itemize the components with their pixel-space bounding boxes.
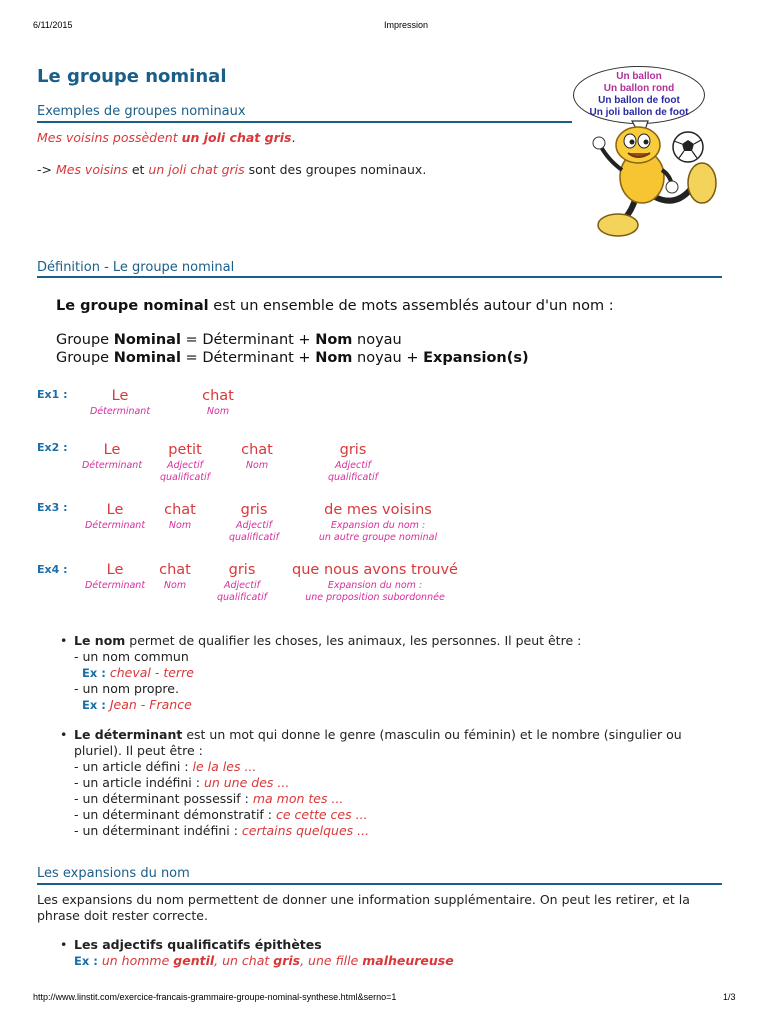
gn-un-joli-chat-gris: un joli chat gris (181, 130, 292, 145)
ex4-word: gris (228, 562, 256, 578)
formula-line-2: Groupe Nominal = Déterminant + Nom noyau + Expansion(s) (56, 350, 529, 366)
ex1-role-nom: Nom (206, 406, 230, 417)
ex4-role: qualificatif (216, 592, 268, 603)
print-title: Impression (384, 20, 429, 30)
ex3-role: Expansion du nom : (330, 520, 426, 531)
page-title: Le groupe nominal (37, 66, 227, 87)
ex3-word: chat (164, 502, 196, 518)
bubble-line: Un joli ballon de foot (589, 107, 689, 118)
ex2-label: Ex2 : (37, 441, 68, 454)
ex4-word: que nous avons trouvé (292, 562, 458, 578)
ex4-role: Nom (163, 580, 187, 591)
adjectifs-example: Ex : un homme gentil, un chat gris, une fille malheureuse (74, 953, 454, 968)
ex2-word: chat (241, 442, 273, 458)
formula-line-1: Groupe Nominal = Déterminant + Nom noyau (56, 332, 402, 348)
adjectifs-bullet: Les adjectifs qualificatifs épithètes (74, 937, 322, 952)
bullet-dot: • (60, 937, 68, 952)
ex3-role: qualificatif (228, 532, 280, 543)
expansions-paragraph: Les expansions du nom permettent de donner une information supplémentaire. On peut les retirer, et la phrase doit rester correcte. (37, 892, 690, 923)
ex4-role: Expansion du nom : (327, 580, 423, 591)
ex2-role: Nom (245, 460, 269, 471)
verb-text: possèdent (108, 130, 182, 145)
section-heading-examples: Exemples de groupes nominaux (37, 104, 246, 119)
ex4-role: Adjectif (224, 580, 260, 591)
ex3-word: gris (240, 502, 268, 518)
print-page-number: 1/3 (723, 992, 736, 1002)
section-heading-definition: Définition - Le groupe nominal (37, 260, 235, 275)
ex2-word: petit (168, 442, 202, 458)
bubble-line: Un ballon rond (603, 83, 675, 94)
ex2-role: Adjectif (335, 460, 371, 471)
ex1-word-nom: chat (202, 388, 234, 404)
ex1-word-determinant: Le (111, 388, 129, 404)
ex2-role: Adjectif (167, 460, 203, 471)
ex3-role: Déterminant (84, 520, 146, 531)
ex3-label: Ex3 : (37, 501, 68, 514)
example-explanation: -> Mes voisins et un joli chat gris sont des groupes nominaux. (37, 162, 427, 177)
ex2-role: Déterminant (81, 460, 143, 471)
ex3-role: un autre groupe nominal (318, 532, 438, 543)
ex4-role: Déterminant (84, 580, 146, 591)
ex2-word: gris (339, 442, 367, 458)
ex2-word: Le (103, 442, 121, 458)
section-rule (37, 276, 722, 278)
bullet-dot: • (60, 633, 68, 648)
section-rule (37, 883, 722, 885)
determinant-block: Le déterminant est un mot qui donne le genre (masculin ou féminin) et le nombre (singulier ou pluriel). Il peut être : - un article défini : le la les ... - un article indéfini : un une des ... - un déterminant possessif : ma mon tes ... - un déterminant démonstratif : ce cette ces ... - un déterminant indéfini : certains quelques ... (74, 727, 682, 838)
definition-intro: Le groupe nominal est un ensemble de mots assemblés autour d'un nom : (56, 298, 614, 314)
ex2-role: qualificatif (159, 472, 211, 483)
ex1-label: Ex1 : (37, 388, 68, 401)
section-heading-expansions: Les expansions du nom (37, 866, 190, 881)
ex4-word: Le (106, 562, 124, 578)
ex3-word: de mes voisins (324, 502, 432, 518)
ex4-word: chat (159, 562, 191, 578)
section-rule (37, 121, 572, 123)
ex3-role: Adjectif (236, 520, 272, 531)
example-sentence: Mes voisins possèdent un joli chat gris. (37, 130, 296, 145)
bubble-line: Un ballon (616, 71, 662, 82)
gn-mes-voisins: Mes voisins (37, 130, 109, 145)
football-mascot-illustration (580, 115, 725, 245)
ex4-role: une proposition subordonnée (305, 592, 445, 603)
nom-block: Le nom permet de qualifier les choses, les animaux, les personnes. Il peut être : - un nom commun Ex : cheval - terre - un nom propre. Ex : Jean - France (74, 633, 582, 712)
ex1-role-determinant: Déterminant (89, 406, 151, 417)
ex3-word: Le (106, 502, 124, 518)
ex4-label: Ex4 : (37, 563, 68, 576)
ex3-role: Nom (168, 520, 192, 531)
bubble-line: Un ballon de foot (598, 95, 680, 106)
bullet-dot: • (60, 727, 68, 742)
print-url: http://www.linstit.com/exercice-francais-grammaire-groupe-nominal-synthese.html&serno=1 (33, 992, 397, 1002)
print-date: 6/11/2015 (33, 20, 73, 30)
ex2-role: qualificatif (327, 472, 379, 483)
